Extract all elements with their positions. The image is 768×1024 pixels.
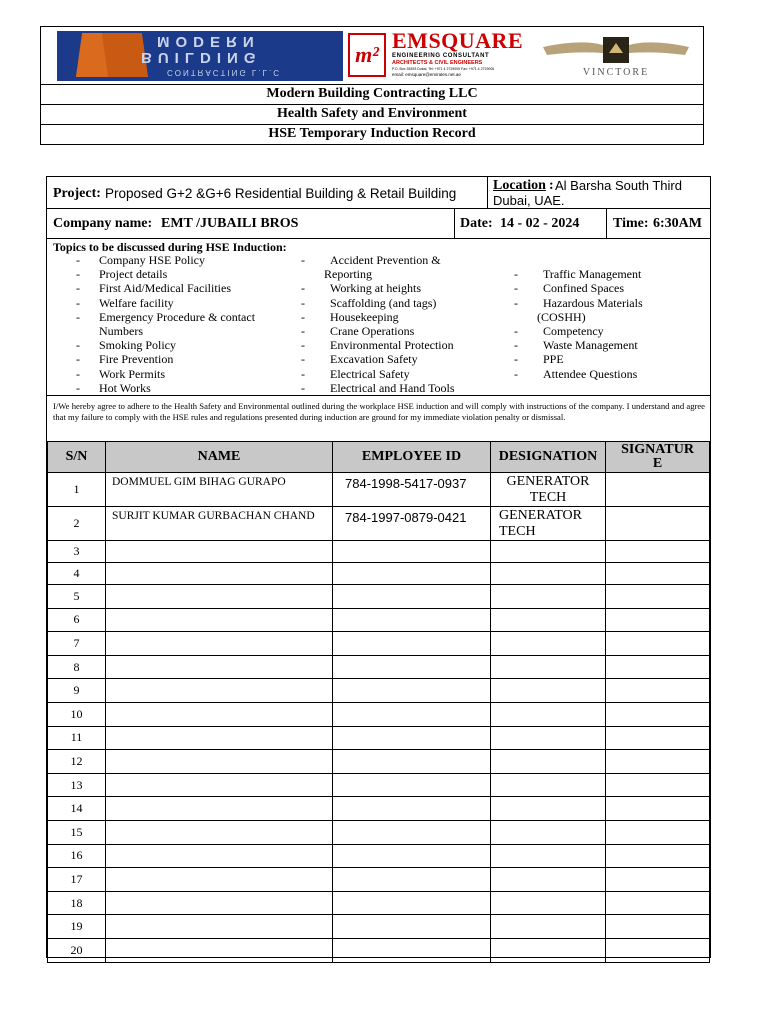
topic-bullet: - [514,324,518,338]
row-designation [491,632,606,656]
topic-item: Competency [543,324,604,338]
company-name-label: Company name: [53,216,153,231]
attendee-table [47,441,710,963]
row-signature-field[interactable] [606,608,710,632]
row-designation [491,844,606,868]
vinctore-logo [541,33,691,81]
table-row [48,632,710,656]
row-sn: 15 [48,820,106,844]
topic-bullet: - [514,366,518,381]
document-header [40,26,704,145]
table-header-row [48,442,710,473]
row-sn: 13 [48,773,106,797]
row-signature-field[interactable] [606,679,710,703]
topic-bullet: - [301,253,305,267]
row-name [106,563,333,585]
row-name [106,585,333,609]
logo-row [41,27,703,85]
row-employee-id [333,679,491,703]
row-signature-field[interactable] [606,915,710,939]
topic-item: Company HSE Policy [99,253,206,267]
topic-item: Electrical Safety [330,366,410,381]
project-value: Proposed G+2 &G+6 Residential Building & Retail Building [105,186,457,201]
row-signature-field[interactable] [606,507,710,541]
row-employee-id [333,915,491,939]
topic-bullet: - [76,267,80,282]
date-label: Date: [460,216,493,231]
row-sn: 14 [48,797,106,821]
topic-item: Work Permits [99,366,166,381]
row-sn: 2 [48,507,106,541]
row-sn: 18 [48,891,106,915]
location-cell: Location : Al Barsha South Third Dubai, UAE. [487,177,710,209]
row-designation [491,938,606,962]
company-title: Modern Building Contracting LLC [41,84,703,105]
row-designation [491,726,606,750]
row-designation [491,773,606,797]
mbc-line1: MODERN [157,33,260,50]
topic-item: Environmental Protection [330,338,454,353]
table-row [48,563,710,585]
table-row [48,702,710,726]
row-sn: 6 [48,608,106,632]
project-label: Project: [53,186,101,201]
row-designation [491,702,606,726]
row-name [106,608,333,632]
table-row [48,844,710,868]
topic-bullet: - [301,380,305,395]
row-name [106,891,333,915]
topic-bullet: - [514,281,518,296]
row-employee-id: 784-1997-0879-0421 [333,507,491,541]
row-name: SURJIT KUMAR GURBACHAN CHAND [106,507,333,541]
row-sn: 12 [48,750,106,774]
table-row [48,541,710,563]
table-row [48,868,710,892]
row-sn: 17 [48,868,106,892]
row-name: DOMMUEL GIM BIHAG GURAPO [106,473,333,507]
row-designation [491,797,606,821]
row-signature-field[interactable] [606,541,710,563]
induction-form [46,176,711,958]
table-row [48,608,710,632]
emsquare-tagline1: ENGINEERING CONSULTANT [392,53,490,59]
topic-bullet: - [514,267,518,282]
row-designation [491,563,606,585]
topic-bullet: - [76,352,80,367]
row-signature-field[interactable] [606,473,710,507]
row-sn: 7 [48,632,106,656]
topic-item: Crane Operations [330,324,415,338]
row-employee-id [333,868,491,892]
emsquare-contact: P.O. Box 35393 Dubai, Tel: +971 4 2729009 Fax: +971 4 2729006 [392,67,495,71]
row-signature-field[interactable] [606,938,710,962]
row-employee-id [333,632,491,656]
topic-bullet: - [76,295,80,310]
date-value: 14 - 02 - 2024 [500,216,580,231]
topics-heading: Topics to be discussed during HSE Induction: [53,240,287,254]
row-employee-id [333,702,491,726]
topic-item: PPE [543,352,564,367]
topic-bullet: - [301,352,305,367]
row-employee-id [333,563,491,585]
topic-item: Hazardous Materials [543,295,643,310]
topic-item: Emergency Procedure & contact [99,309,256,324]
time-cell [606,209,710,239]
row-name [106,797,333,821]
row-sn: 5 [48,585,106,609]
row-designation: GENERATOR TECH [491,507,606,541]
emsquare-tagline2: ARCHITECTS & CIVIL ENGINEERS [392,60,483,66]
row-signature-field[interactable] [606,726,710,750]
row-signature-field[interactable] [606,773,710,797]
table-row [48,915,710,939]
topic-bullet: - [514,338,518,353]
row-employee-id [333,726,491,750]
table-row [48,820,710,844]
row-sn: 10 [48,702,106,726]
topic-item: Housekeeping [330,309,399,324]
topic-item: Confined Spaces [543,281,624,296]
project-cell [47,177,487,209]
topic-item: (COSHH) [537,309,586,324]
row-employee-id [333,541,491,563]
time-value: 6:30AM [653,216,702,231]
row-sn: 11 [48,726,106,750]
row-name [106,726,333,750]
topic-bullet: - [301,338,305,353]
row-name [106,915,333,939]
row-name [106,773,333,797]
row-employee-id [333,585,491,609]
row-designation [491,585,606,609]
header-name: NAME [106,442,333,473]
topic-bullet: - [76,366,80,381]
row-signature-field[interactable] [606,797,710,821]
table-row [48,679,710,703]
row-name [106,679,333,703]
topic-item: Smoking Policy [99,338,177,353]
topic-item: Electrical and Hand Tools [330,380,455,395]
row-signature-field[interactable] [606,820,710,844]
row-sn: 8 [48,655,106,679]
topic-bullet: - [514,295,518,310]
header-employee-id: EMPLOYEE ID [333,442,491,473]
topic-bullet: - [514,352,518,367]
row-employee-id [333,938,491,962]
row-name [106,541,333,563]
emsquare-logo [348,28,538,81]
row-name [106,702,333,726]
row-signature-field[interactable] [606,844,710,868]
header-signature: SIGNATUR E [606,442,710,473]
row-name [106,632,333,656]
department-title: Health Safety and Environment [41,104,703,125]
topic-item: Numbers [99,324,143,338]
row-designation [491,679,606,703]
row-employee-id [333,797,491,821]
emsquare-email: email: emsquare@emirates.net.ae [392,72,461,77]
emsquare-name: EMSQUARE [392,28,524,53]
table-row [48,726,710,750]
table-row [48,773,710,797]
topic-item: Welfare facility [99,295,174,310]
date-cell [454,209,606,239]
location-value: Al Barsha South Third [555,178,682,193]
topics-section [47,239,710,396]
row-name [106,820,333,844]
agreement-text: I/We hereby agree to adhere to the Health Safety and Environmental outlined during the workplace HSE induction and will comply with instructions of the company. I understand and agree that my failure to comply with the HSE rules and regulations presented during induction are ground for my immediate violation penalty or dismissal. [53,401,705,422]
header-designation: DESIGNATION [491,442,606,473]
row-designation: GENERATOR TECH [491,473,606,507]
row-sn: 16 [48,844,106,868]
winged-emblem-icon [541,33,691,69]
row-name [106,750,333,774]
topic-item: Waste Management [543,338,638,353]
topic-item: Hot Works [99,380,151,395]
table-row [48,507,710,541]
table-row [48,938,710,962]
row-signature-field[interactable] [606,891,710,915]
row-name [106,938,333,962]
topic-bullet: - [301,281,305,296]
row-sn: 19 [48,915,106,939]
row-designation [491,891,606,915]
row-signature-field[interactable] [606,750,710,774]
record-title: HSE Temporary Induction Record [268,126,476,141]
row-sn: 3 [48,541,106,563]
topic-bullet: - [76,253,80,267]
modern-building-logo [57,31,343,81]
topic-bullet: - [76,338,80,353]
row-sn: 1 [48,473,106,507]
topic-item: Fire Prevention [99,352,174,367]
topic-item: Project details [99,267,168,282]
location-value-2: Dubai, UAE. [493,193,565,208]
row-name [106,844,333,868]
row-sn: 9 [48,679,106,703]
row-sn: 4 [48,563,106,585]
header-sn: S/N [48,442,106,473]
row-employee-id [333,820,491,844]
topic-bullet: - [301,309,305,324]
location-label: Location [493,178,546,193]
row-employee-id [333,844,491,868]
time-label: Time: [613,216,649,231]
table-row [48,891,710,915]
topic-item: First Aid/Medical Facilities [99,281,231,296]
topic-bullet: - [76,281,80,296]
company-name-value: EMT /JUBAILI BROS [161,216,299,231]
emsquare-mark-icon: m² [348,33,386,77]
row-signature-field[interactable] [606,632,710,656]
topic-bullet: - [76,309,80,324]
row-employee-id [333,655,491,679]
topic-bullet: - [301,366,305,381]
row-employee-id [333,891,491,915]
row-designation [491,541,606,563]
row-designation [491,868,606,892]
topic-item: Excavation Safety [330,352,418,367]
mbc-line2: BUILDING [141,49,262,66]
row-designation [491,750,606,774]
topic-bullet: - [76,380,80,395]
table-row [48,655,710,679]
topic-item: Reporting [324,267,372,282]
row-employee-id [333,750,491,774]
mbc-line3: CONTRACTING L.L.C [167,68,282,77]
row-designation [491,608,606,632]
topic-bullet: - [301,295,305,310]
table-row [48,473,710,507]
topic-item: Traffic Management [543,267,642,282]
row-sn: 20 [48,938,106,962]
row-signature-field[interactable] [606,563,710,585]
row-employee-id: 784-1998-5417-0937 [333,473,491,507]
row-designation [491,820,606,844]
topic-item: Accident Prevention & [330,253,441,267]
table-row [48,750,710,774]
row-employee-id [333,773,491,797]
row-designation [491,655,606,679]
row-signature-field[interactable] [606,702,710,726]
topic-item: Scaffolding (and tags) [330,295,437,310]
row-signature-field[interactable] [606,655,710,679]
topic-item: Attendee Questions [543,366,638,381]
row-name [106,655,333,679]
row-signature-field[interactable] [606,868,710,892]
company-name-cell [47,209,454,239]
row-employee-id [333,608,491,632]
topic-bullet: - [301,324,305,338]
table-row [48,585,710,609]
row-name [106,868,333,892]
row-designation [491,915,606,939]
vinctore-name: VINCTORE [582,67,650,78]
table-row [48,797,710,821]
row-signature-field[interactable] [606,585,710,609]
topic-item: Working at heights [330,281,422,296]
